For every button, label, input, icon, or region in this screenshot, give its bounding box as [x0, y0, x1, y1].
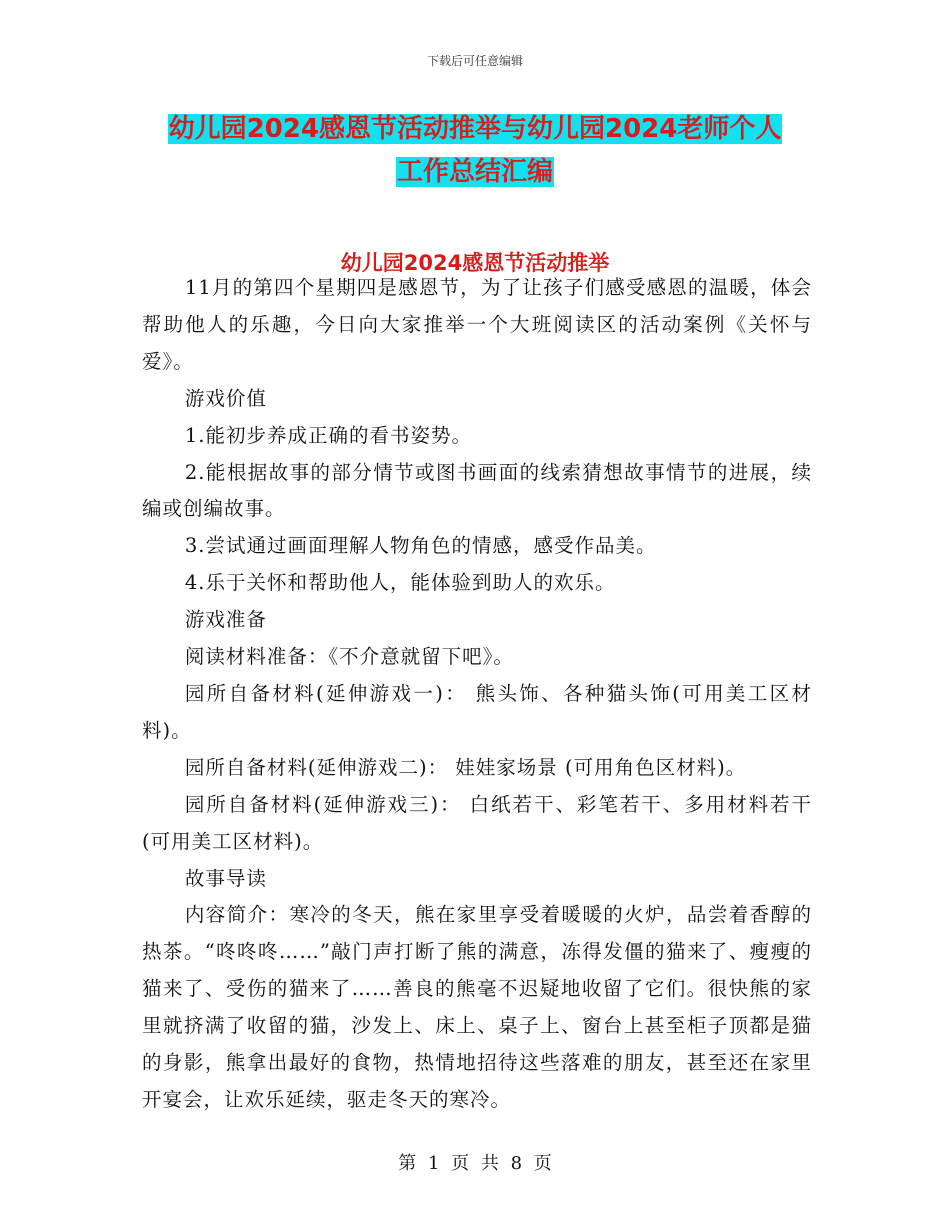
- heading-game-preparation: 游戏准备: [184, 608, 267, 632]
- list-item: 4.乐于关怀和帮助他人，能体验到助人的欢乐。: [184, 571, 616, 595]
- list-item: 1.能初步养成正确的看书姿势。: [184, 423, 472, 447]
- document-title-line-2: [0, 151, 950, 194]
- heading-story-guide: 故事导读: [184, 866, 267, 890]
- title-highlight: 幼儿园2024感恩节活动推举与幼儿园2024老师个人: [168, 114, 782, 144]
- title-highlight: 工作总结汇编: [396, 157, 553, 187]
- section-title: 幼儿园2024感恩节活动推举: [340, 251, 610, 275]
- paragraph-material-extension-1: 园所自备材料(延伸游戏一)： 熊头饰、各种猫头饰(可用美工区材料)。: [142, 681, 812, 742]
- paragraph-story-summary: 内容简介：寒冷的冬天，熊在家里享受着暖暖的火炉，品尝着香醇的热茶。“咚咚咚……”敲门声打断了熊的满意，冻得发僵的猫来了、瘦瘦的猫来了、受伤的猫来了……善良的熊毫不迟疑地收留了它们。很快熊的家里就挤满了收留的猫，沙发上、床上、桌子上、窗台上甚至柜子顶都是猫的身影，熊拿出最好的食物，热情地招待这些落难的朋友，甚至还在家里开宴会，让欢乐延续，驱走冬天的寒冷。: [142, 903, 812, 1111]
- heading-game-value: 游戏价值: [184, 386, 267, 410]
- document-title: [0, 108, 950, 194]
- document-body: [142, 270, 812, 1119]
- list-item: 3.尝试通过画面理解人物角色的情感，感受作品美。: [184, 534, 657, 558]
- paragraph-reading-material: 阅读材料准备：《不介意就留下吧》。: [184, 645, 514, 669]
- paragraph-material-extension-2: 园所自备材料(延伸游戏二)： 娃娃家场景 (可用角色区材料)。: [184, 755, 747, 779]
- page-number-footer: 第 1 页 共 8 页: [398, 1153, 552, 1174]
- paragraph-intro: 11月的第四个星期四是感恩节，为了让孩子们感受感恩的温暖，体会帮助他人的乐趣，今日向大家推举一个大班阅读区的活动案例《关怀与爱》。: [142, 276, 812, 373]
- document-title-line-1: [0, 108, 950, 151]
- page-header: 下载后可任意编辑: [426, 54, 523, 68]
- paragraph-material-extension-3: 园所自备材料(延伸游戏三)： 白纸若干、彩笔若干、多用材料若干(可用美工区材料)。: [142, 792, 812, 853]
- list-item: 2.能根据故事的部分情节或图书画面的线索猜想故事情节的进展，续编或创编故事。: [142, 460, 812, 521]
